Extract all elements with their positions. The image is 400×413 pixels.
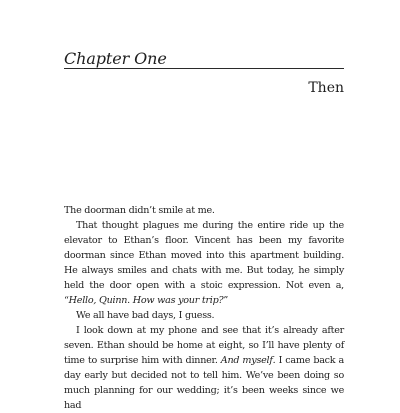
italic-text: And myself <box>220 355 273 366</box>
italic-text: Hello, Quinn. How was your trip? <box>68 295 224 306</box>
paragraph-text: That thought plagues me during the entire ride up the elevator to Ethan’s floor. Vincent has been my favorite doorman since Ethan moved into this apartment building. He always smiles and chats with me. But today, he simply held the door open with a stoic expression. Not even a, “ <box>64 220 344 306</box>
section-heading: Then <box>308 80 344 96</box>
paragraph-text: We all have bad days, I guess. <box>76 310 215 321</box>
chapter-title: Chapter One <box>64 49 167 68</box>
paragraph-text: . I came back a day early but decided not to tell him. We’ve been doing so much planning for our wedding; it’s been weeks since we had <box>64 355 344 411</box>
body-text <box>64 203 344 413</box>
body-paragraph <box>64 203 344 218</box>
paragraph-text: I look down at my phone and see that it’s already after seven. Ethan should be home at eight, so I’ll have plenty of time to surprise him with dinner. <box>64 325 344 366</box>
body-paragraph <box>64 323 344 413</box>
chapter-title-rule <box>64 68 344 69</box>
body-paragraph <box>64 308 344 323</box>
paragraph-text: The doorman didn’t smile at me. <box>64 205 215 216</box>
body-paragraph <box>64 218 344 308</box>
paragraph-text: ” <box>223 295 229 306</box>
